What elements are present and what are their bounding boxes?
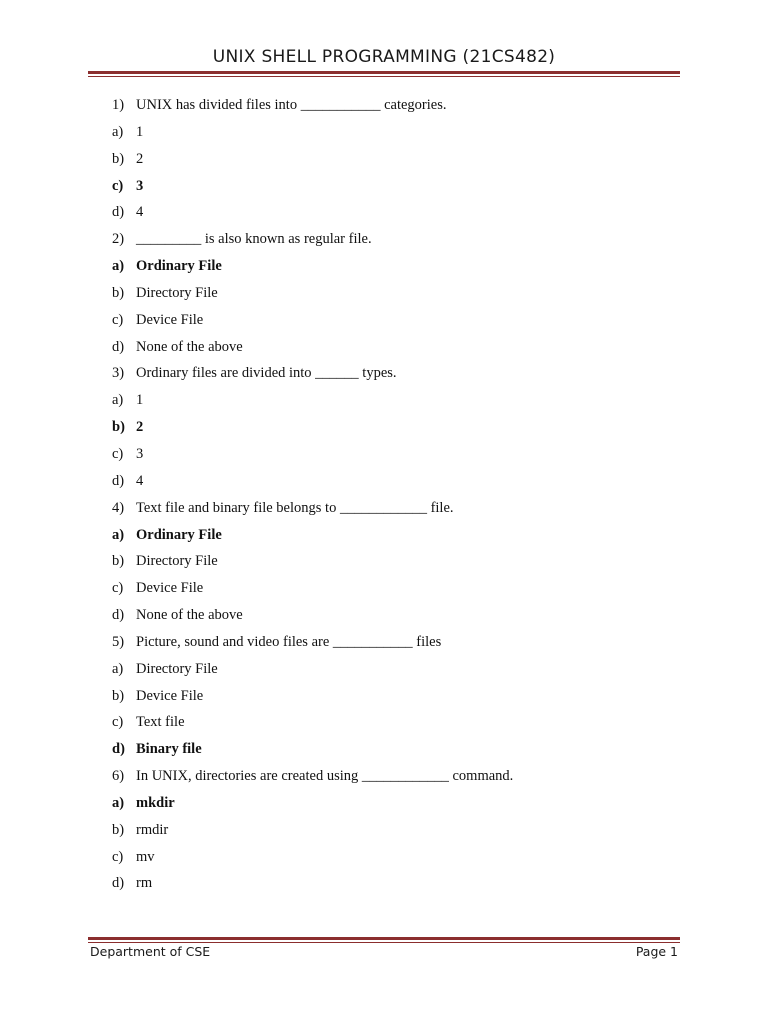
option-line — [112, 605, 672, 632]
option-line — [112, 283, 672, 310]
option-text: Binary file — [136, 741, 202, 758]
question-line — [112, 95, 672, 122]
option-line — [112, 659, 672, 686]
correct-option-line — [112, 793, 672, 820]
option-text: 3 — [136, 445, 144, 462]
option-text: Directory File — [136, 660, 218, 677]
question-number: 2) — [112, 231, 125, 248]
question-line — [112, 498, 672, 525]
option-text: Ordinary File — [136, 526, 222, 543]
option-label: c) — [112, 311, 124, 328]
question-number: 1) — [112, 97, 125, 113]
option-text: 4 — [136, 204, 144, 221]
option-text: Device File — [136, 687, 204, 704]
option-text: Text file — [136, 714, 185, 731]
option-text: None of the above — [136, 338, 243, 355]
option-text: 2 — [136, 419, 144, 436]
correct-option-line — [112, 525, 672, 552]
option-text: 3 — [136, 177, 144, 194]
option-text: rmdir — [136, 821, 169, 838]
option-line — [112, 686, 672, 713]
option-label: a) — [112, 794, 125, 811]
question-text: Ordinary files are divided into ______ types. — [136, 365, 397, 382]
question-number: 6) — [112, 768, 125, 785]
option-line — [112, 310, 672, 337]
question-text: Text file and binary file belongs to ____________ file. — [136, 499, 454, 516]
option-line — [112, 202, 672, 229]
option-label: d) — [112, 338, 125, 355]
question-line — [112, 766, 672, 793]
correct-option-line — [112, 256, 672, 283]
question-line — [112, 229, 672, 256]
question-text: _________ is also known as regular file. — [136, 231, 372, 248]
footer-divider — [88, 937, 680, 943]
option-line — [112, 444, 672, 471]
option-text: Device File — [136, 311, 204, 328]
option-label: b) — [112, 419, 125, 436]
footer-page-number: Page 1 — [635, 944, 678, 959]
option-text: Device File — [136, 580, 204, 597]
option-label: c) — [112, 445, 124, 462]
option-line — [112, 337, 672, 364]
option-label: a) — [112, 660, 124, 677]
option-label: d) — [112, 204, 125, 221]
option-label: c) — [112, 580, 124, 597]
correct-option-line — [112, 176, 672, 203]
option-text: Directory File — [136, 284, 218, 301]
question-number: 3) — [112, 365, 125, 382]
option-text: Directory File — [136, 553, 218, 570]
option-text: mkdir — [136, 794, 175, 811]
question-line — [112, 363, 672, 390]
option-label: b) — [112, 150, 125, 167]
option-line — [112, 390, 672, 417]
option-label: d) — [112, 472, 125, 489]
option-label: b) — [112, 553, 125, 570]
option-label: b) — [112, 687, 125, 704]
option-text: mv — [136, 848, 155, 865]
option-line — [112, 873, 672, 900]
footer-department: Department of CSE — [90, 944, 211, 959]
question-line — [112, 632, 672, 659]
footer-divider-thin — [88, 942, 680, 943]
option-label: d) — [112, 741, 125, 758]
option-label: c) — [112, 848, 124, 865]
header-divider-thin — [88, 76, 680, 77]
option-line — [112, 122, 672, 149]
question-number: 4) — [112, 499, 125, 516]
option-line — [112, 847, 672, 874]
question-text: Picture, sound and video files are ___________ files — [136, 633, 442, 650]
option-label: a) — [112, 392, 124, 409]
option-label: c) — [112, 714, 124, 731]
header-divider-thick — [88, 71, 680, 74]
option-label: a) — [112, 123, 124, 140]
option-line — [112, 712, 672, 739]
option-label: a) — [112, 258, 125, 275]
correct-option-line — [112, 739, 672, 766]
option-line — [112, 471, 672, 498]
option-line — [112, 820, 672, 847]
question-text: UNIX has divided files into ___________ categories. — [136, 97, 447, 113]
question-text: In UNIX, directories are created using ____________ command. — [136, 768, 514, 785]
option-label: d) — [112, 875, 125, 892]
option-text: Ordinary File — [136, 258, 222, 275]
question-list — [112, 95, 672, 900]
question-number: 5) — [112, 633, 125, 650]
option-label: a) — [112, 526, 125, 543]
option-text: None of the above — [136, 607, 243, 624]
footer-divider-thick — [88, 937, 680, 940]
option-label: b) — [112, 284, 125, 301]
option-line — [112, 578, 672, 605]
option-text: 1 — [136, 123, 144, 140]
option-label: c) — [112, 177, 124, 194]
option-line — [112, 551, 672, 578]
option-text: rm — [136, 875, 153, 892]
header-divider — [88, 71, 680, 77]
option-text: 1 — [136, 392, 144, 409]
option-line — [112, 149, 672, 176]
option-text: 4 — [136, 472, 144, 489]
option-label: d) — [112, 607, 125, 624]
option-text: 2 — [136, 150, 144, 167]
correct-option-line — [112, 417, 672, 444]
option-label: b) — [112, 821, 125, 838]
page-title: UNIX SHELL PROGRAMMING (21CS482) — [212, 47, 556, 67]
